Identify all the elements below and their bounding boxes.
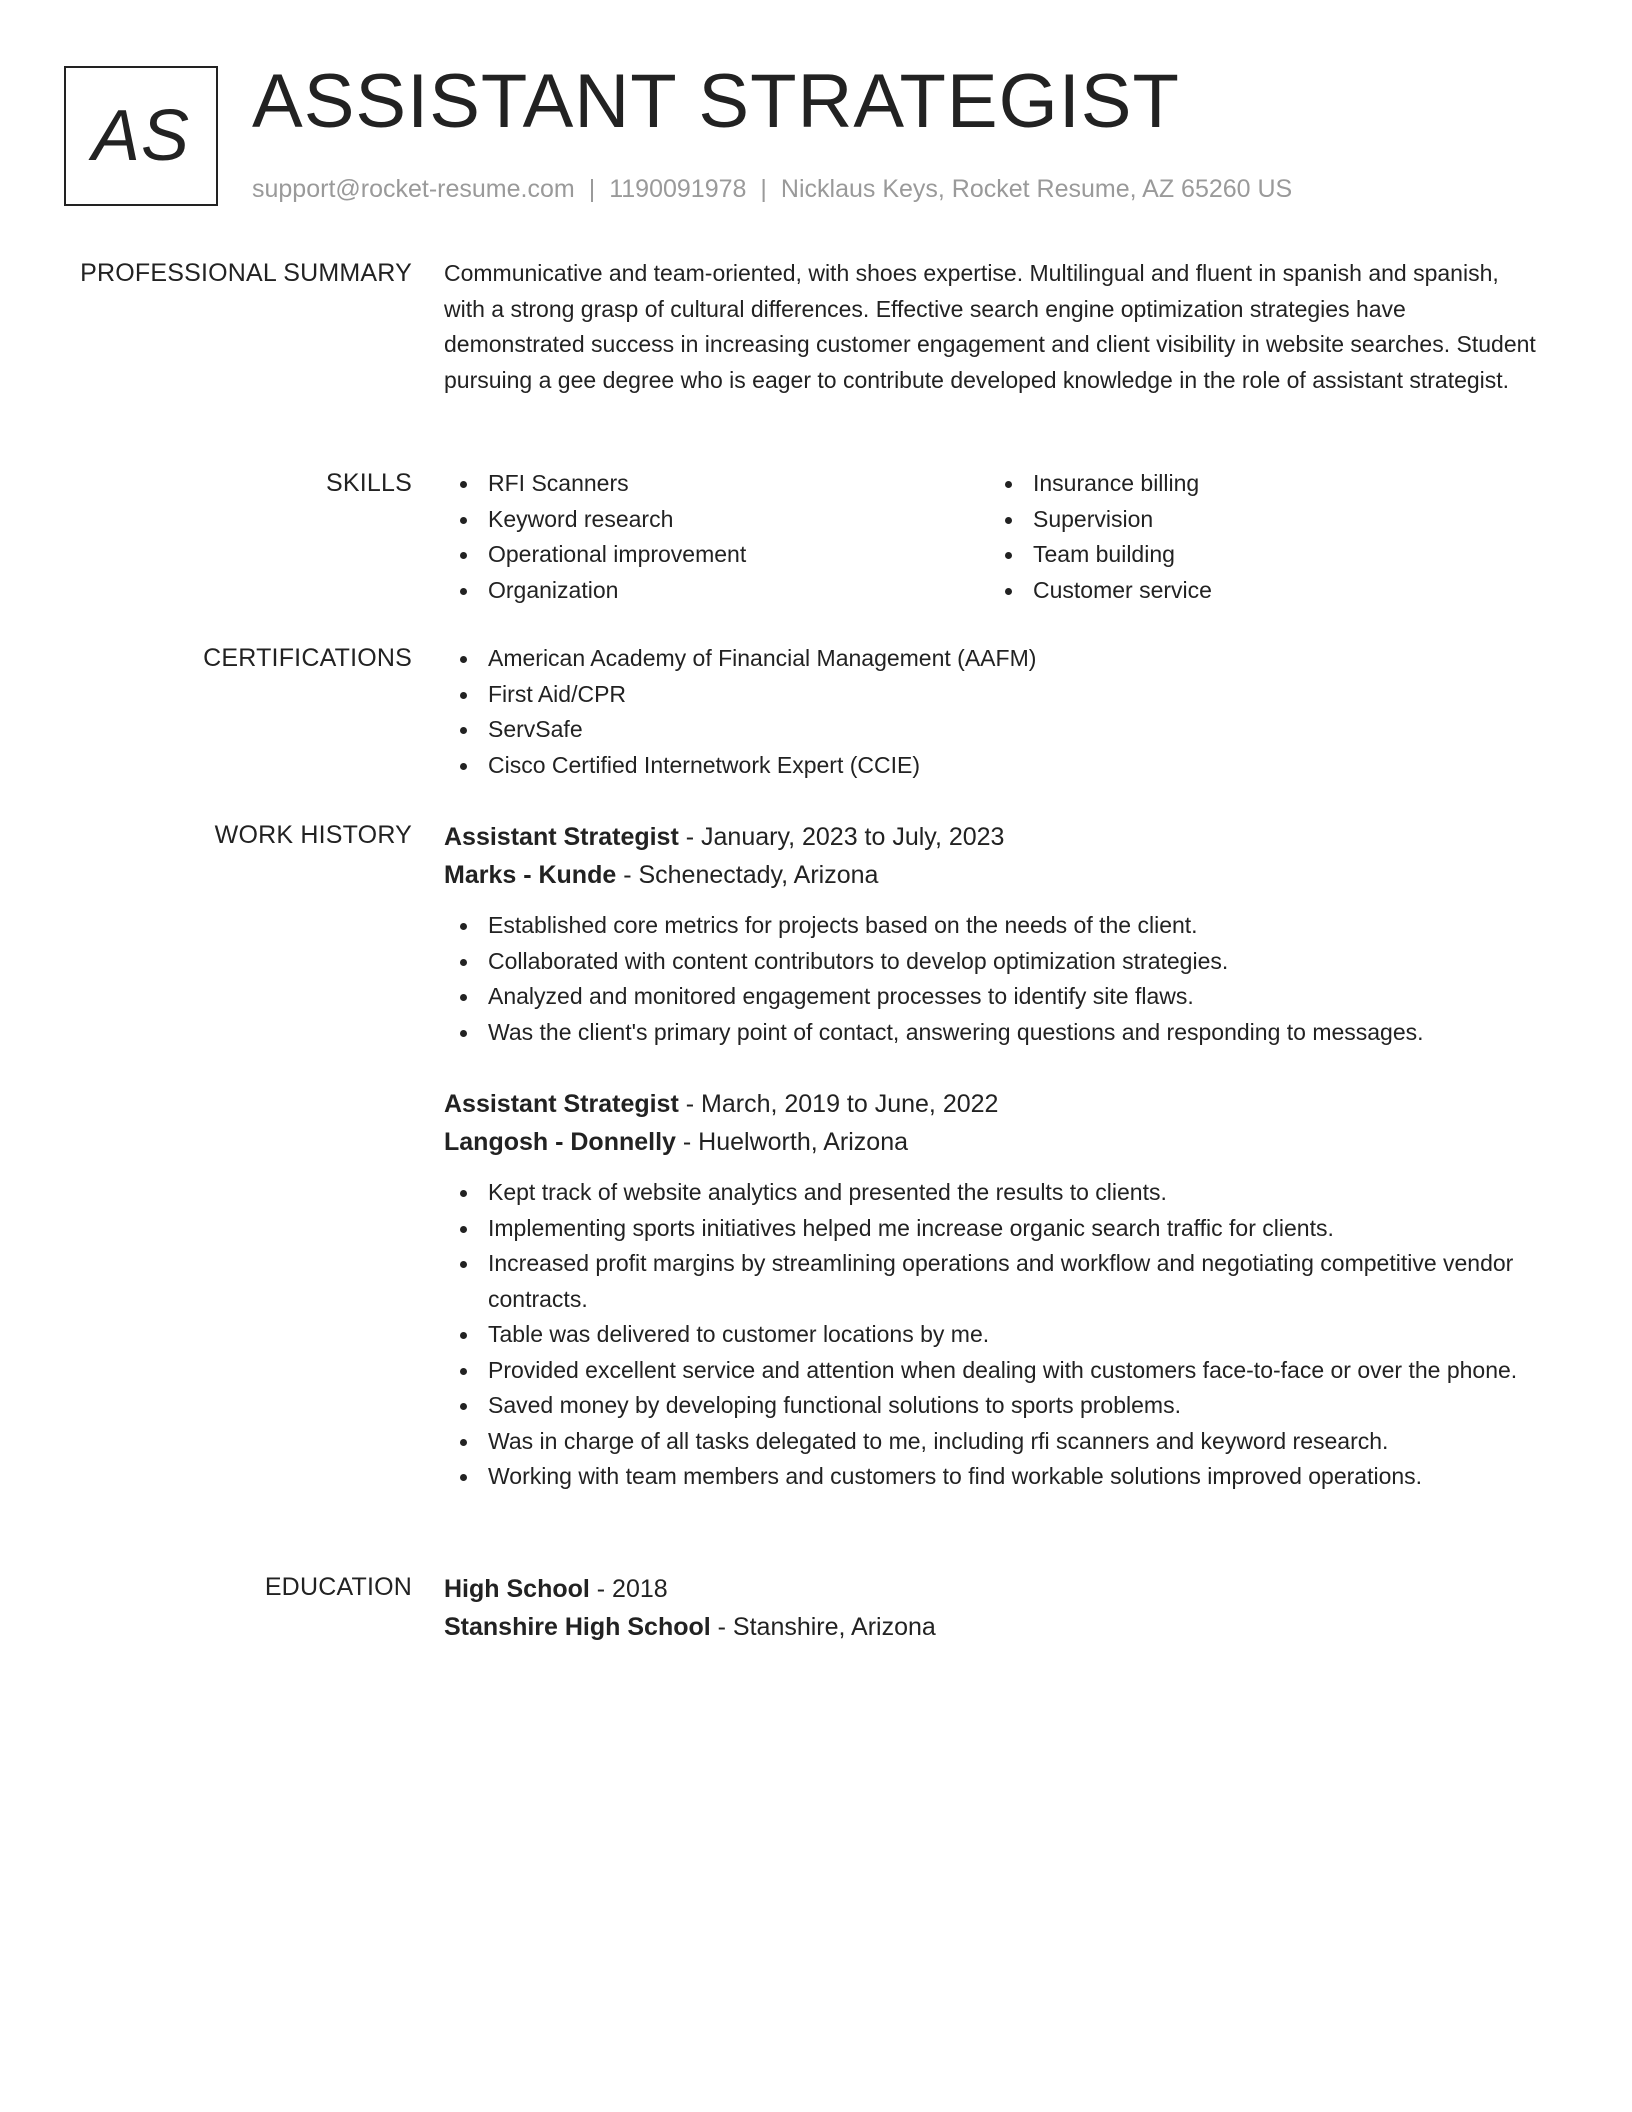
- section-body: [444, 1085, 1544, 1495]
- section-body: [444, 641, 1544, 783]
- job-bullets: [444, 908, 1544, 1050]
- list-item: Established core metrics for projects based on the needs of the client.: [444, 908, 1544, 944]
- contact-email: support@rocket-resume.com: [252, 175, 575, 203]
- job-location: - Huelworth, Arizona: [675, 1128, 908, 1156]
- education-year: - 2018: [589, 1575, 668, 1603]
- list-item: Implementing sports initiatives helped me increase organic search traffic for clients.: [444, 1211, 1544, 1247]
- list-item: Kept track of website analytics and presented the results to clients.: [444, 1175, 1544, 1211]
- education-location: - Stanshire, Arizona: [710, 1613, 936, 1641]
- education-school: Stanshire High School: [444, 1613, 711, 1641]
- job-location: - Schenectady, Arizona: [616, 861, 879, 889]
- list-item: Supervision: [989, 502, 1534, 538]
- list-item: First Aid/CPR: [444, 677, 1544, 713]
- list-item: RFI Scanners: [444, 466, 989, 502]
- list-item: ServSafe: [444, 712, 1544, 748]
- list-item: Increased profit margins by streamlining operations and workflow and negotiating competitive vendor contracts.: [444, 1246, 1544, 1317]
- contact-address: Nicklaus Keys, Rocket Resume, AZ 65260 US: [780, 175, 1293, 203]
- contact-phone: 1190091978: [609, 175, 747, 203]
- section-body: [444, 256, 1544, 398]
- list-item: Collaborated with content contributors to develop optimization strategies.: [444, 944, 1544, 980]
- skills-columns: [444, 466, 1544, 608]
- section-title: EDUCATION: [264, 1573, 412, 1601]
- job-bullets: [444, 1175, 1544, 1495]
- list-item: Organization: [444, 573, 989, 609]
- section-title: WORK HISTORY: [214, 821, 412, 849]
- job-company: Marks - Kunde: [444, 861, 617, 889]
- monogram-badge: [64, 66, 218, 206]
- list-item: Was the client's primary point of contact, answering questions and responding to messages.: [444, 1015, 1544, 1051]
- list-item: Table was delivered to customer locations by me.: [444, 1317, 1544, 1353]
- skills-list-right: [989, 466, 1534, 608]
- section-title: PROFESSIONAL SUMMARY: [80, 259, 412, 287]
- job-role: Assistant Strategist: [444, 823, 679, 851]
- job-dates: - March, 2019 to June, 2022: [678, 1090, 999, 1118]
- list-item: Was in charge of all tasks delegated to me, including rfi scanners and keyword research.: [444, 1424, 1544, 1460]
- section-body: [444, 818, 1544, 1050]
- list-item: American Academy of Financial Management (AAFM): [444, 641, 1544, 677]
- job-company-line: [444, 1123, 1544, 1161]
- list-item: Provided excellent service and attention when dealing with customers face-to-face or over the phone.: [444, 1353, 1544, 1389]
- section-title: SKILLS: [326, 469, 412, 497]
- list-item: Operational improvement: [444, 537, 989, 573]
- job-company-line: [444, 856, 1544, 894]
- contact-line: [252, 172, 1292, 206]
- contact-separator: |: [760, 175, 767, 203]
- contact-separator: |: [588, 175, 596, 203]
- list-item: Keyword research: [444, 502, 989, 538]
- list-item: Saved money by developing functional solutions to sports problems.: [444, 1388, 1544, 1424]
- job-title-line: [444, 818, 1544, 856]
- job-company: Langosh - Donnelly: [444, 1128, 676, 1156]
- list-item: Insurance billing: [989, 466, 1534, 502]
- section-title: CERTIFICATIONS: [203, 644, 412, 672]
- education-school-line: [444, 1608, 1544, 1646]
- skills-list-left: [444, 466, 989, 608]
- list-item: Team building: [989, 537, 1534, 573]
- section-body: [444, 1570, 1544, 1646]
- spacer: [444, 1161, 1544, 1175]
- job-role: Assistant Strategist: [444, 1090, 679, 1118]
- spacer: [444, 894, 1544, 908]
- candidate-name: ASSISTANT STRATEGIST: [252, 59, 1180, 144]
- list-item: Cisco Certified Internetwork Expert (CCIE): [444, 748, 1544, 784]
- education-degree: High School: [444, 1575, 590, 1603]
- list-item: Analyzed and monitored engagement processes to identify site flaws.: [444, 979, 1544, 1015]
- list-item: Customer service: [989, 573, 1534, 609]
- summary-text: Communicative and team-oriented, with shoes expertise. Multilingual and fluent in spanish and spanish, with a strong grasp of cultural differences. Effective search engine optimization strategies have demonstrated success in increasing customer engagement and client visibility in website searches. Student pursuing a gee degree who is eager to contribute developed knowledge in the role of assistant strategist.: [444, 260, 1536, 393]
- list-item: Working with team members and customers to find workable solutions improved operations.: [444, 1459, 1544, 1495]
- certifications-list: [444, 641, 1544, 783]
- education-degree-line: [444, 1570, 1544, 1608]
- monogram-initials: AS: [91, 96, 191, 176]
- job-dates: - January, 2023 to July, 2023: [678, 823, 1005, 851]
- job-title-line: [444, 1085, 1544, 1123]
